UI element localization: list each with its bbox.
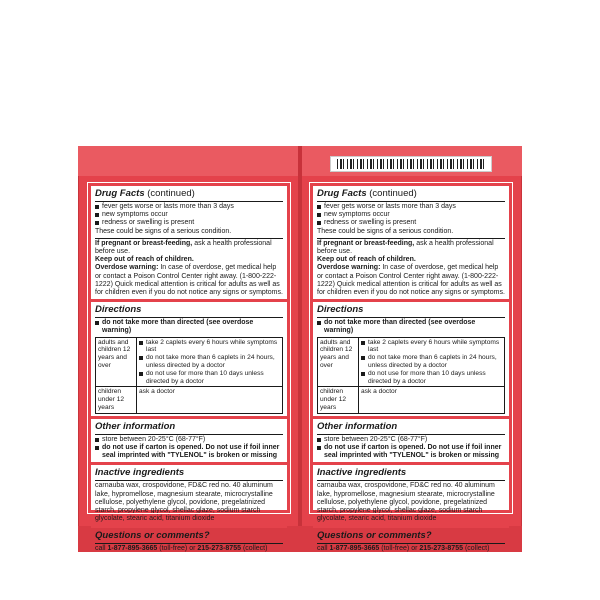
keep-out-warning: Keep out of reach of children. <box>317 256 416 264</box>
directions-warning: do not take more than directed (see overdose warning) <box>317 319 505 335</box>
list-item: do not take more than 6 caplets in 24 hours, unless directed by a doctor <box>139 354 280 370</box>
age-cell: adults and children 12 years and over <box>96 337 137 387</box>
other-information-section <box>313 419 509 466</box>
inactive-ingredients-text: carnauba wax, crospovidone, FD&C red no. 40 aluminum lake, hypromellose, magnesium stearate, microcrystalline cellulose, polyethylene glycol, povidone, pregelatinized starch, propylene glycol, shellac glaze, sodium starch glycolate, stearic acid, titanium dioxide <box>317 482 495 523</box>
list-item: redness or swelling is present <box>95 219 283 227</box>
divider <box>95 480 283 481</box>
drug-facts-continued: (continued) <box>369 188 417 199</box>
list-item: fever gets worse or lasts more than 3 days <box>95 203 283 211</box>
phone-tollfree: 1-877-895-3665 <box>329 545 380 553</box>
keep-out-warning: Keep out of reach of children. <box>95 256 194 264</box>
call-label: call <box>317 545 328 553</box>
collect-label: (collect) <box>464 545 490 553</box>
overdose-warning <box>95 264 283 297</box>
list-item: store between 20-25°C (68-77°F) <box>95 436 283 444</box>
inactive-ingredients-title: Inactive ingredients <box>95 467 185 479</box>
divider <box>317 543 505 544</box>
drug-facts-panel-right <box>310 183 512 553</box>
age-cell: children under 12 years <box>96 387 137 413</box>
divider <box>95 238 283 239</box>
pregnant-label: If pregnant or breast-feeding, <box>95 239 193 247</box>
warning-note: These could be signs of a serious condition. <box>317 227 454 235</box>
divider <box>317 317 505 318</box>
tollfree-label: (toll-free) or <box>159 545 196 553</box>
table-row <box>96 387 283 413</box>
list-item: new symptoms occur <box>95 211 283 219</box>
overdose-label: Overdose warning: <box>95 264 159 272</box>
pregnant-label: If pregnant or breast-feeding, <box>317 239 415 247</box>
directions-table <box>95 337 283 414</box>
drug-facts-title: Drug Facts <box>317 188 367 199</box>
table-row <box>318 337 505 387</box>
list-item: do not use if carton is opened. Do not use if foil inner seal imprinted with "TYLENOL" is broken or missing <box>95 444 283 460</box>
tollfree-label: (toll-free) or <box>381 545 418 553</box>
inactive-ingredients-title: Inactive ingredients <box>317 467 407 479</box>
divider <box>95 543 283 544</box>
call-label: call <box>95 545 106 553</box>
divider <box>95 434 283 435</box>
collect-label: (collect) <box>242 545 268 553</box>
list-item: fever gets worse or lasts more than 3 days <box>317 203 505 211</box>
divider <box>317 201 505 202</box>
drug-facts-continued: (continued) <box>147 188 195 199</box>
phone-collect: 215-273-8755 <box>419 545 463 553</box>
drug-facts-title: Drug Facts <box>95 188 145 199</box>
phone-collect: 215-273-8755 <box>197 545 241 553</box>
divider <box>317 238 505 239</box>
directions-section <box>313 302 509 419</box>
list-item: do not use for more than 10 days unless directed by a doctor <box>139 370 280 386</box>
other-information-title: Other information <box>95 420 176 432</box>
divider <box>95 317 283 318</box>
questions-contact <box>317 545 505 553</box>
list-item: store between 20-25°C (68-77°F) <box>317 436 505 444</box>
drug-facts-panel-left <box>88 183 290 553</box>
pregnant-text: ask a health professional before use. <box>95 239 272 256</box>
questions-section <box>91 528 287 555</box>
drug-facts-section <box>313 186 509 302</box>
list-item: redness or swelling is present <box>317 219 505 227</box>
list-item: do not take more than 6 caplets in 24 hours, unless directed by a doctor <box>361 354 502 370</box>
overdose-warning <box>317 264 505 297</box>
barcode-icon <box>337 159 485 169</box>
inactive-ingredients-section <box>91 465 287 528</box>
phone-tollfree: 1-877-895-3665 <box>107 545 158 553</box>
questions-section <box>313 528 509 555</box>
inactive-ingredients-text: carnauba wax, crospovidone, FD&C red no. 40 aluminum lake, hypromellose, magnesium stearate, microcrystalline cellulose, polyethylene glycol, povidone, pregelatinized starch, propylene glycol, shellac glaze, sodium starch glycolate, stearic acid, titanium dioxide <box>95 482 273 523</box>
divider <box>95 201 283 202</box>
inactive-ingredients-section <box>313 465 509 528</box>
pregnant-warning <box>95 240 283 256</box>
barcode-label <box>330 156 492 172</box>
directions-table <box>317 337 505 414</box>
divider <box>317 480 505 481</box>
directions-section <box>91 302 287 419</box>
list-item: take 2 caplets every 6 hours while symptoms last <box>139 339 280 355</box>
table-row <box>96 337 283 387</box>
divider <box>317 434 505 435</box>
pregnant-warning <box>317 240 505 256</box>
other-information-section <box>91 419 287 466</box>
overdose-label: Overdose warning: <box>317 264 381 272</box>
warning-note: These could be signs of a serious condition. <box>95 227 232 235</box>
box-seam <box>298 146 302 552</box>
questions-title: Questions or comments? <box>317 530 432 542</box>
dose-cell: ask a doctor <box>137 387 283 413</box>
questions-title: Questions or comments? <box>95 530 210 542</box>
drug-facts-section <box>91 186 287 302</box>
dose-cell <box>137 337 283 387</box>
age-cell: children under 12 years <box>318 387 359 413</box>
dose-cell: ask a doctor <box>359 387 505 413</box>
overdose-text: In case of overdose, get medical help or contact a Poison Control Center right away. (1-800-222-1222) Quick medical attention is critical for adults as well as for children even if you do not notice any signs or symptoms. <box>95 264 283 297</box>
directions-warning: do not take more than directed (see overdose warning) <box>95 319 283 335</box>
list-item: new symptoms occur <box>317 211 505 219</box>
dose-cell <box>359 337 505 387</box>
directions-title: Directions <box>95 304 142 316</box>
overdose-text: In case of overdose, get medical help or contact a Poison Control Center right away. (1-800-222-1222) Quick medical attention is critical for adults as well as for children even if you do not notice any signs or symptoms. <box>317 264 505 297</box>
age-cell: adults and children 12 years and over <box>318 337 359 387</box>
pregnant-text: ask a health professional before use. <box>317 239 494 256</box>
list-item: do not use if carton is opened. Do not use if foil inner seal imprinted with "TYLENOL" is broken or missing <box>317 444 505 460</box>
questions-contact <box>95 545 283 553</box>
other-information-title: Other information <box>317 420 398 432</box>
list-item: take 2 caplets every 6 hours while symptoms last <box>361 339 502 355</box>
directions-title: Directions <box>317 304 364 316</box>
table-row <box>318 387 505 413</box>
list-item: do not use for more than 10 days unless directed by a doctor <box>361 370 502 386</box>
